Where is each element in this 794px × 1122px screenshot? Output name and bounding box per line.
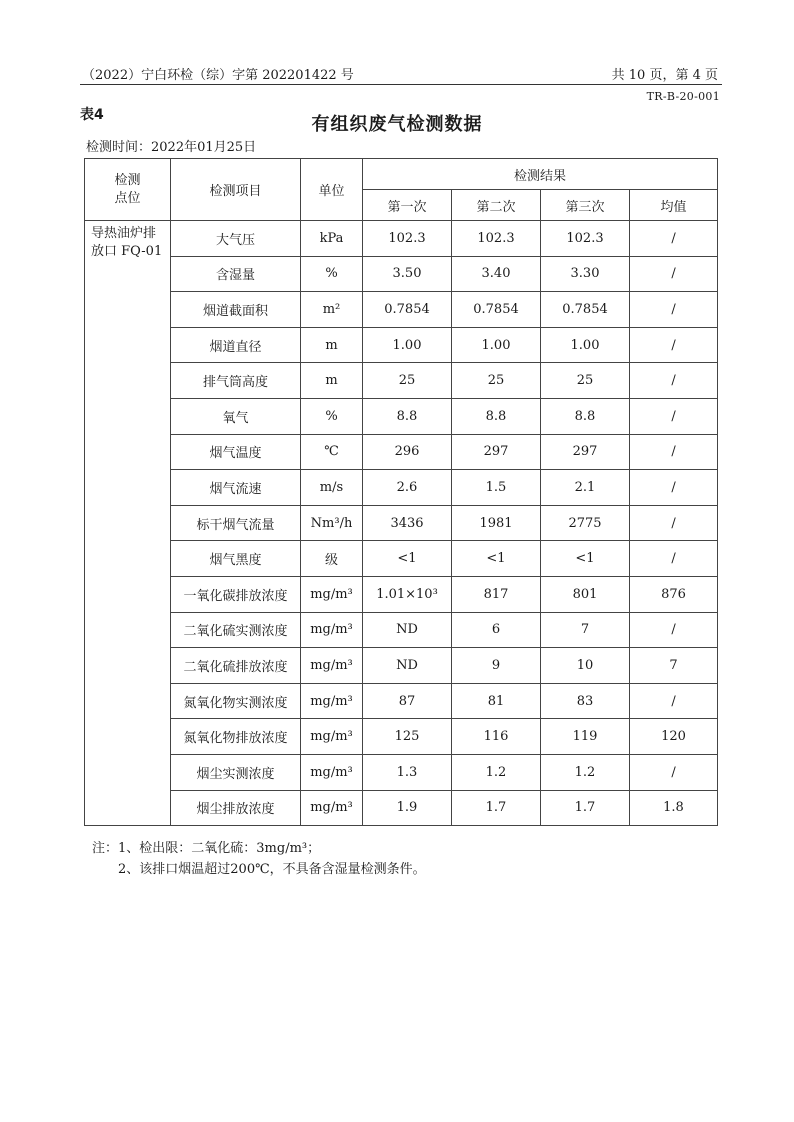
cell-item: 烟尘排放浓度 (171, 790, 301, 826)
cell-round-3: 25 (541, 363, 630, 399)
notes (92, 838, 426, 880)
cell-round-2: 8.8 (452, 398, 541, 434)
table-row (85, 505, 718, 541)
table-row (85, 327, 718, 363)
cell-average: / (630, 398, 718, 434)
cell-round-2: 81 (452, 683, 541, 719)
table-row (85, 221, 718, 257)
table-row (85, 719, 718, 755)
header-round-3: 第三次 (541, 190, 630, 221)
header-divider (80, 84, 722, 85)
cell-item: 二氧化硫排放浓度 (171, 648, 301, 684)
cell-round-1: 125 (363, 719, 452, 755)
cell-round-1: 3436 (363, 505, 452, 541)
cell-item: 排气筒高度 (171, 363, 301, 399)
cell-round-1: 1.9 (363, 790, 452, 826)
header-point: 检测 点位 (85, 159, 171, 221)
cell-unit: m (301, 363, 363, 399)
cell-round-2: <1 (452, 541, 541, 577)
cell-round-2: 1981 (452, 505, 541, 541)
cell-round-2: 1.7 (452, 790, 541, 826)
cell-average: / (630, 541, 718, 577)
cell-unit: m² (301, 292, 363, 328)
cell-item: 一氧化碳排放浓度 (171, 576, 301, 612)
cell-round-3: 8.8 (541, 398, 630, 434)
cell-round-3: 2775 (541, 505, 630, 541)
cell-round-3: <1 (541, 541, 630, 577)
cell-round-2: 0.7854 (452, 292, 541, 328)
table-row (85, 683, 718, 719)
cell-unit: mg/m³ (301, 612, 363, 648)
header-average: 均值 (630, 190, 718, 221)
cell-round-1: 1.3 (363, 754, 452, 790)
cell-unit: m/s (301, 470, 363, 506)
cell-round-1: <1 (363, 541, 452, 577)
table-row (85, 434, 718, 470)
header-unit: 单位 (301, 159, 363, 221)
cell-average: / (630, 292, 718, 328)
cell-average: / (630, 221, 718, 257)
table-row (85, 790, 718, 826)
cell-round-2: 116 (452, 719, 541, 755)
cell-round-2: 9 (452, 648, 541, 684)
cell-item: 氮氧化物实测浓度 (171, 683, 301, 719)
cell-average: / (630, 612, 718, 648)
header-round-2: 第二次 (452, 190, 541, 221)
cell-item: 烟道直径 (171, 327, 301, 363)
cell-item: 烟气流速 (171, 470, 301, 506)
cell-round-3: 7 (541, 612, 630, 648)
table-row (85, 576, 718, 612)
cell-round-1: 87 (363, 683, 452, 719)
cell-round-2: 297 (452, 434, 541, 470)
cell-unit: ℃ (301, 434, 363, 470)
page-info: 共 10 页，第 4 页 (611, 68, 718, 83)
cell-item: 烟气黑度 (171, 541, 301, 577)
note-2: 2、该排口烟温超过200℃，不具备含湿量检测条件。 (118, 862, 426, 877)
form-code: TR-B-20-001 (646, 90, 720, 103)
cell-unit: mg/m³ (301, 790, 363, 826)
cell-average: 7 (630, 648, 718, 684)
cell-round-3: 1.7 (541, 790, 630, 826)
cell-average: / (630, 434, 718, 470)
cell-round-1: 0.7854 (363, 292, 452, 328)
cell-round-1: ND (363, 648, 452, 684)
cell-round-2: 817 (452, 576, 541, 612)
sampling-point: 导热油炉排放口 FQ-01 (85, 221, 171, 826)
test-time: 检测时间：2022年01月25日 (86, 140, 257, 155)
cell-round-3: 102.3 (541, 221, 630, 257)
cell-unit: m (301, 327, 363, 363)
report-number: （2022）宁白环检（综）字第 202201422 号 (82, 68, 354, 83)
cell-unit: mg/m³ (301, 754, 363, 790)
cell-average: / (630, 327, 718, 363)
cell-item: 氧气 (171, 398, 301, 434)
cell-item: 含湿量 (171, 256, 301, 292)
table-row (85, 292, 718, 328)
cell-round-3: 83 (541, 683, 630, 719)
cell-round-3: 297 (541, 434, 630, 470)
cell-item: 烟气温度 (171, 434, 301, 470)
cell-average: 120 (630, 719, 718, 755)
cell-round-3: 1.2 (541, 754, 630, 790)
cell-round-3: 10 (541, 648, 630, 684)
table-row (85, 648, 718, 684)
cell-round-3: 2.1 (541, 470, 630, 506)
table-row (85, 754, 718, 790)
cell-item: 二氧化硫实测浓度 (171, 612, 301, 648)
cell-round-3: 801 (541, 576, 630, 612)
cell-round-2: 3.40 (452, 256, 541, 292)
cell-unit: % (301, 256, 363, 292)
cell-item: 烟尘实测浓度 (171, 754, 301, 790)
page-title: 有组织废气检测数据 (311, 114, 483, 135)
cell-round-1: 25 (363, 363, 452, 399)
cell-unit: Nm³/h (301, 505, 363, 541)
cell-average: / (630, 505, 718, 541)
cell-round-1: 102.3 (363, 221, 452, 257)
cell-round-1: 1.01×10³ (363, 576, 452, 612)
emission-data-table (84, 158, 718, 826)
cell-round-3: 1.00 (541, 327, 630, 363)
table-row (85, 256, 718, 292)
cell-round-2: 1.5 (452, 470, 541, 506)
cell-unit: mg/m³ (301, 683, 363, 719)
cell-round-3: 0.7854 (541, 292, 630, 328)
cell-item: 氮氧化物排放浓度 (171, 719, 301, 755)
note-1: 注：1、检出限：二氧化硫：3mg/m³； (92, 841, 321, 856)
cell-round-1: 296 (363, 434, 452, 470)
table-row (85, 470, 718, 506)
cell-round-2: 6 (452, 612, 541, 648)
cell-round-2: 102.3 (452, 221, 541, 257)
cell-item: 大气压 (171, 221, 301, 257)
cell-round-3: 119 (541, 719, 630, 755)
cell-round-1: 8.8 (363, 398, 452, 434)
cell-average: / (630, 754, 718, 790)
cell-average: / (630, 683, 718, 719)
table-row (85, 541, 718, 577)
cell-round-2: 25 (452, 363, 541, 399)
header-results: 检测结果 (363, 159, 718, 190)
cell-round-1: ND (363, 612, 452, 648)
cell-average: 1.8 (630, 790, 718, 826)
table-row (85, 363, 718, 399)
cell-round-1: 1.00 (363, 327, 452, 363)
cell-average: 876 (630, 576, 718, 612)
cell-round-2: 1.2 (452, 754, 541, 790)
table-number: 表4 (80, 107, 104, 123)
cell-round-3: 3.30 (541, 256, 630, 292)
cell-unit: 级 (301, 541, 363, 577)
cell-unit: kPa (301, 221, 363, 257)
cell-round-2: 1.00 (452, 327, 541, 363)
cell-unit: mg/m³ (301, 576, 363, 612)
cell-item: 烟道截面积 (171, 292, 301, 328)
cell-average: / (630, 363, 718, 399)
cell-item: 标干烟气流量 (171, 505, 301, 541)
header-round-1: 第一次 (363, 190, 452, 221)
table-row (85, 398, 718, 434)
cell-unit: mg/m³ (301, 719, 363, 755)
cell-unit: mg/m³ (301, 648, 363, 684)
table-row (85, 612, 718, 648)
header-item: 检测项目 (171, 159, 301, 221)
cell-round-1: 3.50 (363, 256, 452, 292)
cell-average: / (630, 470, 718, 506)
cell-unit: % (301, 398, 363, 434)
cell-average: / (630, 256, 718, 292)
cell-round-1: 2.6 (363, 470, 452, 506)
